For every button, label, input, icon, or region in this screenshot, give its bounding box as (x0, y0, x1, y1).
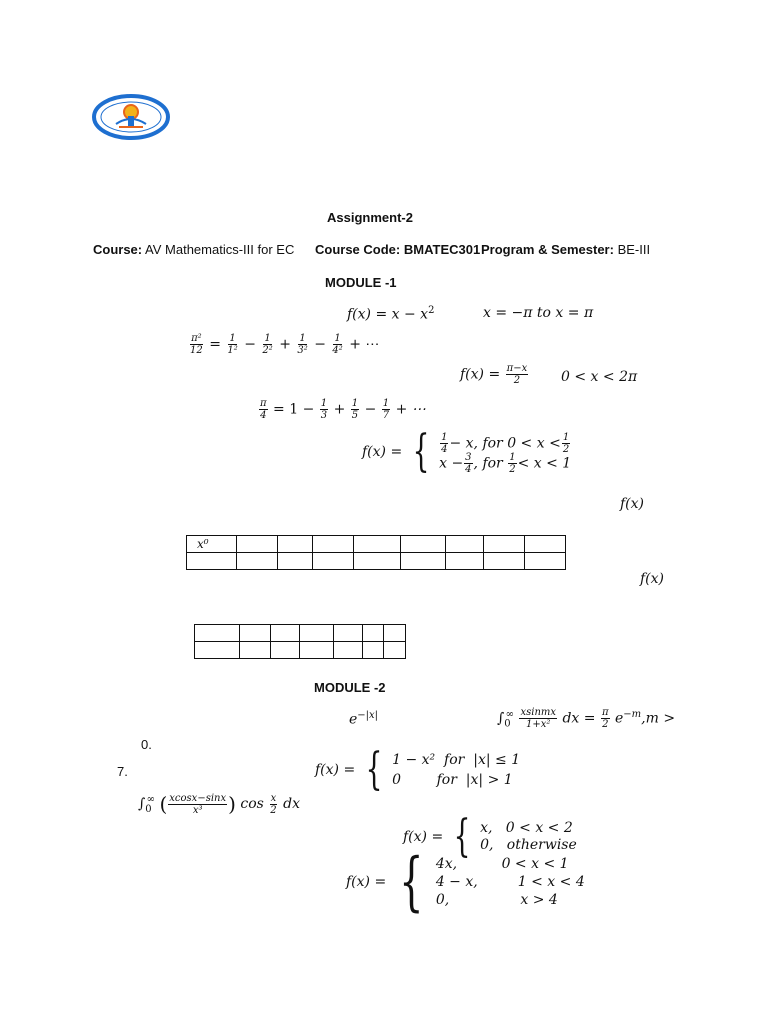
series-1: $\frac{\text{π²}}{12}$ = $\frac{1}{\text{1²}}$ − $\frac{1}{\text{2²}}$ + $\frac{1}{\text{3²}}$ − $\frac{1}{\text{4²}}$ + ⋯ (190, 333, 380, 356)
course-label: Course: (93, 242, 143, 257)
piecewise-4: f(x) = { 4x, 0 < x < 1 4 − x, 1 < x < 4 0, x > 4 (346, 845, 585, 919)
course-code-value: BMATEC301 (403, 242, 481, 257)
program-value: BE-III (617, 242, 651, 257)
piecewise-1: f(x) = { $\frac{1}{4}$ − x, for 0 < x < $\frac{1}{2}$ x − $\frac{3}{4}$ , for $\frac{1}{2}$ < x < 1 (362, 426, 572, 477)
data-table-1 (186, 535, 566, 570)
item-number-7: 7. (117, 764, 128, 779)
integral-1: $\int_0^\infty$ $\frac{\text{xsinmx}}{\text{1+x²}}$ dx = $\frac{\pi}{2}$ $e^{-m},m$ > (497, 707, 676, 730)
series1-lhs: $\frac{\text{π²}}{12}$ (190, 333, 203, 356)
module-2-heading: MODULE -2 (314, 680, 386, 695)
piecewise-3: f(x) = { x, 0 < x < 2 0, otherwise (403, 811, 577, 862)
course-value: AV Mathematics-III for EC (145, 242, 295, 257)
series-2: $\frac{\pi}{4}$ = 1 − $\frac{1}{3}$ + $\frac{1}{5}$ − $\frac{1}{7}$ + ⋯ (260, 398, 426, 421)
equation-1-range: x = −π to x = π (483, 305, 594, 321)
assignment-title: Assignment-2 (327, 210, 413, 225)
equation-1 (347, 305, 434, 323)
course-code-label: Course Code: (315, 242, 401, 257)
course-code (315, 242, 480, 257)
institute-logo (92, 94, 170, 140)
course-line (93, 242, 294, 257)
eq1-lhs: f(x) = x − x (347, 306, 429, 323)
equation-2-range: 0 < x < 2π (561, 369, 638, 385)
piecewise-2: f(x) = { 1 − x² for |x| ≤ 1 0 for |x| > 1 (315, 744, 521, 795)
program-label: Program & Semester: (481, 242, 614, 257)
program-semester (481, 242, 650, 257)
table1-header-cell: x⁰ (187, 536, 237, 553)
fx-label-1: f(x) (620, 496, 645, 512)
eq1-exponent: 2 (428, 305, 435, 316)
module-1-heading: MODULE -1 (325, 275, 397, 290)
exponential-function: $e^{-|x|}$ (349, 710, 379, 728)
data-table-2 (194, 624, 406, 659)
equation-2: f(x) = $\frac{\pi-x}{2}$ (460, 363, 528, 386)
continuation-text: 0. (141, 737, 152, 752)
integral-2: $\int_0^\infty$ ( $\frac{xcosx-\sin x}{\text{x³}}$ ) cos $\frac{x}{2}$ dx (138, 792, 300, 816)
fx-label-2: f(x) (640, 571, 665, 587)
